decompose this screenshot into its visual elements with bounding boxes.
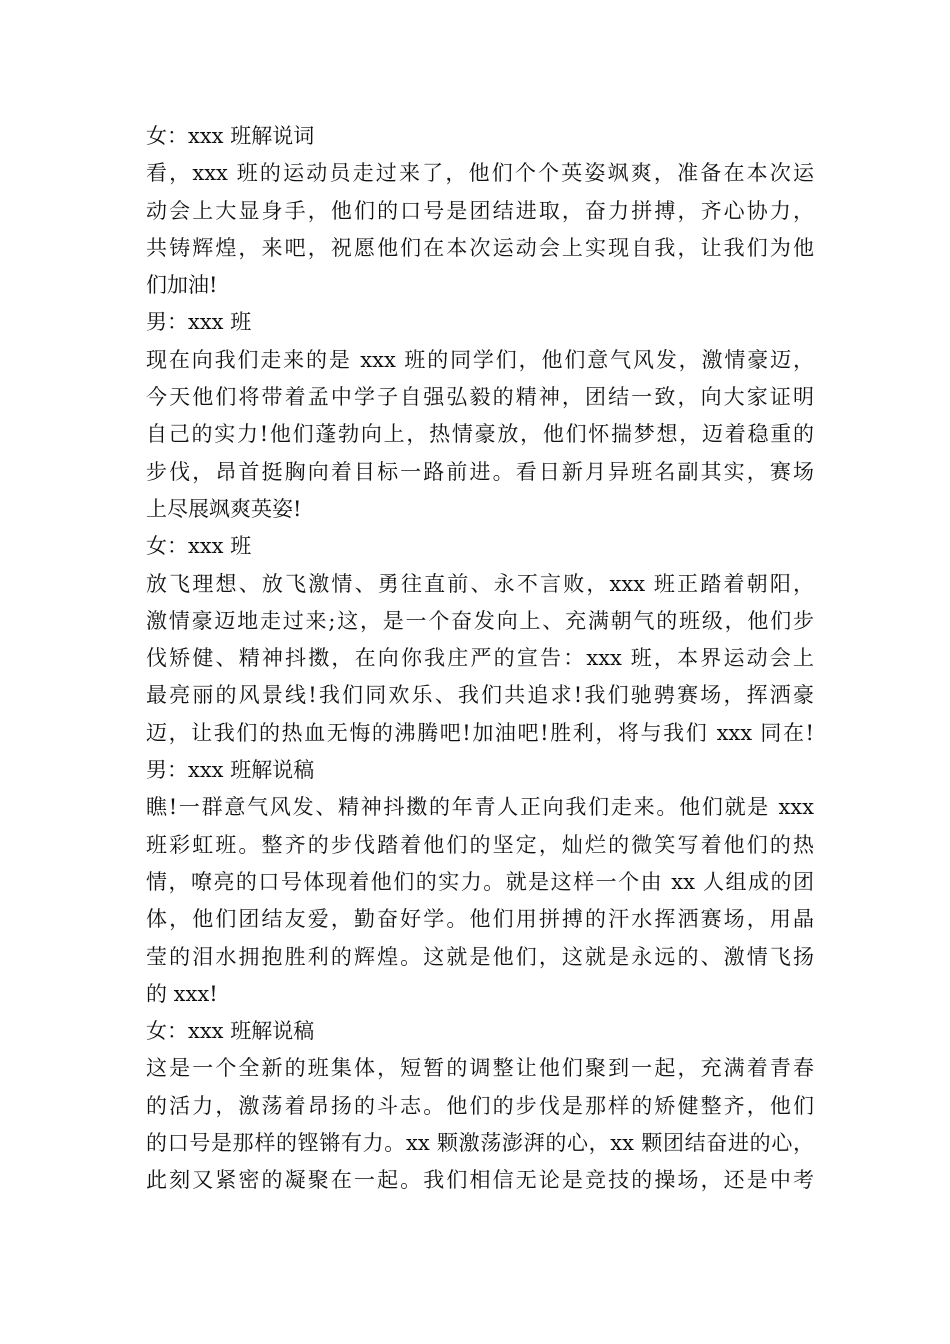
text-line: 迈，让我们的热血无悔的沸腾吧!加油吧!胜利，将与我们 xxx 同在! xyxy=(146,720,814,745)
text-line: 此刻又紧密的凝聚在一起。我们相信无论是竞技的操场，还是中考 xyxy=(146,1168,814,1193)
speaker-heading: 男：xxx 班解说稿 xyxy=(146,758,315,783)
text-line: 今天他们将带着孟中学子自强弘毅的精神，团结一致，向大家证明 xyxy=(146,385,814,410)
text-line: 的活力，激荡着昂扬的斗志。他们的步伐是那样的矫健整齐，他们 xyxy=(146,1093,814,1118)
text-line: 伐矫健、精神抖擞，在向你我庄严的宣告：xxx 班，本界运动会上 xyxy=(146,646,814,671)
text-line: 激情豪迈地走过来;这，是一个奋发向上、充满朝气的班级，他们步 xyxy=(146,608,814,633)
text-line: 上尽展飒爽英姿! xyxy=(146,496,302,521)
text-line: 的 xxx! xyxy=(146,981,218,1006)
text-line: 现在向我们走来的是 xxx 班的同学们，他们意气风发，激情豪迈， xyxy=(146,347,814,372)
text-line: 放飞理想、放飞激情、勇往直前、永不言败，xxx 班正踏着朝阳， xyxy=(146,571,814,596)
text-line: 共铸辉煌，来吧，祝愿他们在本次运动会上实现自我，让我们为他 xyxy=(146,235,814,260)
text-line: 莹的泪水拥抱胜利的辉煌。这就是他们，这就是永远的、激情飞扬 xyxy=(146,944,814,969)
text-line: 们加油! xyxy=(146,273,218,298)
speaker-heading: 女：xxx 班 xyxy=(146,534,252,559)
text-line: 最亮丽的风景线!我们同欢乐、我们共追求!我们驰骋赛场，挥洒豪 xyxy=(146,683,814,708)
text-line: 班彩虹班。整齐的步伐踏着他们的坚定，灿烂的微笑写着他们的热 xyxy=(146,832,814,857)
text-line: 这是一个全新的班集体，短暂的调整让他们聚到一起，充满着青春 xyxy=(146,1056,814,1081)
speaker-heading: 女：xxx 班解说稿 xyxy=(146,1019,315,1044)
text-line: 自己的实力!他们蓬勃向上，热情豪放，他们怀揣梦想，迈着稳重的 xyxy=(146,422,814,447)
text-line: 瞧!一群意气风发、精神抖擞的年青人正向我们走来。他们就是 xxx xyxy=(146,795,814,820)
text-line: 的口号是那样的铿锵有力。xx 颗激荡澎湃的心，xx 颗团结奋进的心， xyxy=(146,1131,814,1156)
text-line: 动会上大显身手，他们的口号是团结进取，奋力拼搏，齐心协力， xyxy=(146,198,814,223)
speaker-heading: 男：xxx 班 xyxy=(146,310,252,335)
text-line: 体，他们团结友爱，勤奋好学。他们用拼搏的汗水挥洒赛场，用晶 xyxy=(146,907,814,932)
text-line: 看，xxx 班的运动员走过来了，他们个个英姿飒爽，准备在本次运 xyxy=(146,161,814,186)
speaker-heading: 女：xxx 班解说词 xyxy=(146,124,315,148)
text-line: 情，嘹亮的口号体现着他们的实力。就是这样一个由 xx 人组成的团 xyxy=(146,869,814,894)
text-line: 步伐，昂首挺胸向着目标一路前进。看日新月异班名副其实，赛场 xyxy=(146,459,814,484)
document-body xyxy=(146,118,814,1200)
